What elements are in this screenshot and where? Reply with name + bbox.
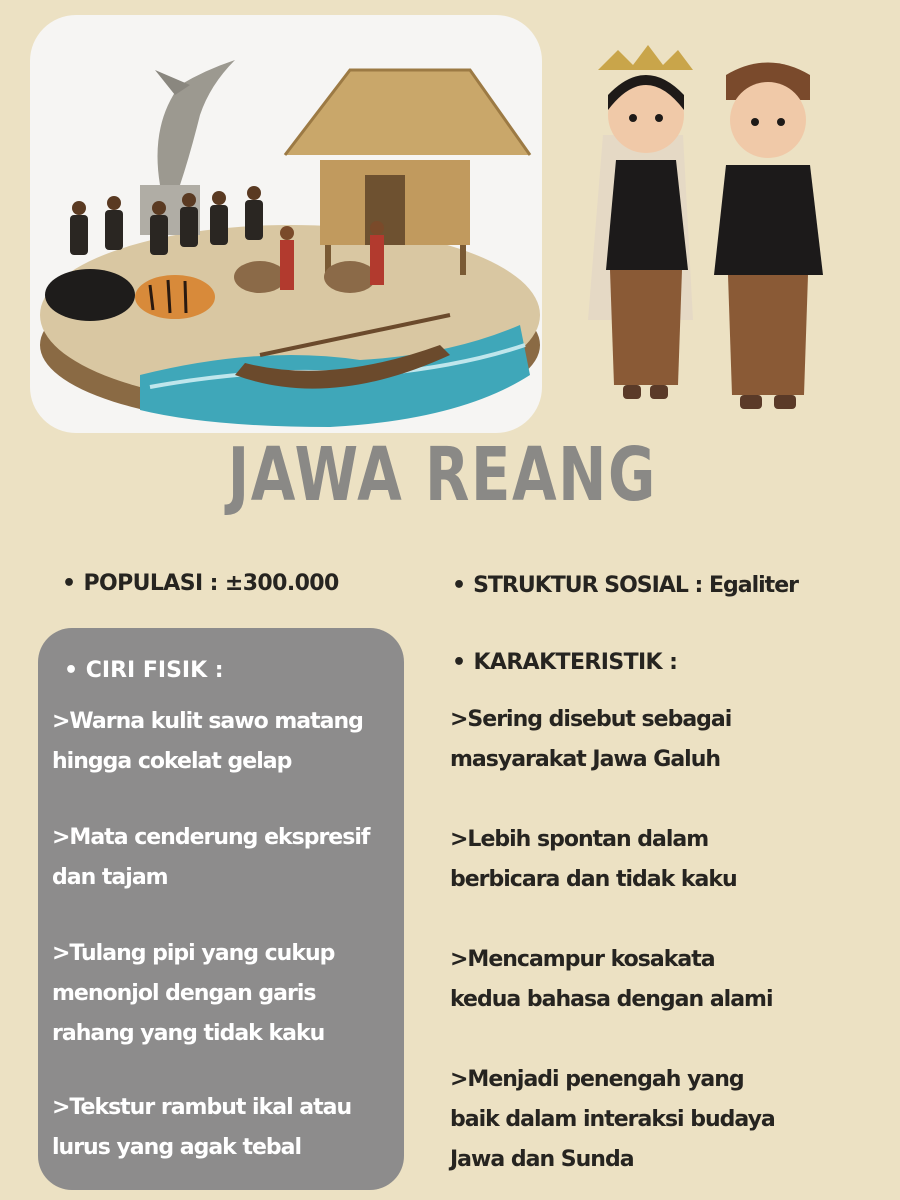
item-line: >Tulang pipi yang cukup <box>52 941 335 966</box>
groom-figure <box>714 63 823 410</box>
page-title: JAWA REANG <box>227 432 657 518</box>
ciri-fisik-heading <box>64 658 224 683</box>
karakteristik-heading <box>452 650 677 675</box>
boar-figure <box>45 269 135 321</box>
item-line: Jawa dan Sunda <box>450 1147 634 1172</box>
item-line: kedua bahasa dengan alami <box>450 987 773 1012</box>
tiger-figure <box>135 275 215 319</box>
diorama-illustration <box>30 15 542 433</box>
item-line: >Lebih spontan dalam <box>450 827 709 852</box>
item-line: hingga cokelat gelap <box>52 749 292 774</box>
item-line: berbicara dan tidak kaku <box>450 867 737 892</box>
populasi-text: POPULASI : ±300.000 <box>83 571 339 596</box>
populasi-label <box>62 571 339 596</box>
karakteristik-heading-text: KARAKTERISTIK : <box>473 650 678 675</box>
item-line: lurus yang agak tebal <box>52 1135 302 1160</box>
bullet-icon: • <box>452 650 466 675</box>
item-line: >Menjadi penengah yang <box>450 1067 744 1092</box>
bullet-icon: • <box>64 658 79 683</box>
karakteristik-item <box>450 1060 890 1180</box>
item-line: menonjol dengan garis <box>52 981 316 1006</box>
thatched-hut <box>285 70 530 275</box>
item-line: rahang yang tidak kaku <box>52 1021 325 1046</box>
struktur-sosial-text: STRUKTUR SOSIAL : Egaliter <box>473 573 798 598</box>
couple-illustration <box>578 40 840 420</box>
bullet-icon: • <box>452 573 466 598</box>
item-line: >Tekstur rambut ikal atau <box>52 1095 352 1120</box>
item-line: >Mencampur kosakata <box>450 947 715 972</box>
karakteristik-item <box>450 940 890 1020</box>
karakteristik-item <box>450 700 890 780</box>
item-line: >Mata cenderung ekspresif <box>52 825 370 850</box>
struktur-sosial-label <box>452 573 798 598</box>
ciri-fisik-item <box>52 934 404 1054</box>
ciri-fisik-item <box>52 1088 404 1168</box>
item-line: >Warna kulit sawo matang <box>52 709 363 734</box>
ciri-fisik-heading-text: CIRI FISIK : <box>85 658 224 683</box>
ciri-fisik-panel <box>38 628 404 1190</box>
bride-figure <box>588 45 693 399</box>
karakteristik-item <box>450 820 890 900</box>
item-line: >Sering disebut sebagai <box>450 707 732 732</box>
item-line: baik dalam interaksi budaya <box>450 1107 775 1132</box>
ciri-fisik-item <box>52 818 404 898</box>
bullet-icon: • <box>62 571 76 596</box>
ciri-fisik-item <box>52 702 404 782</box>
item-line: dan tajam <box>52 865 168 890</box>
item-line: masyarakat Jawa Galuh <box>450 747 721 772</box>
